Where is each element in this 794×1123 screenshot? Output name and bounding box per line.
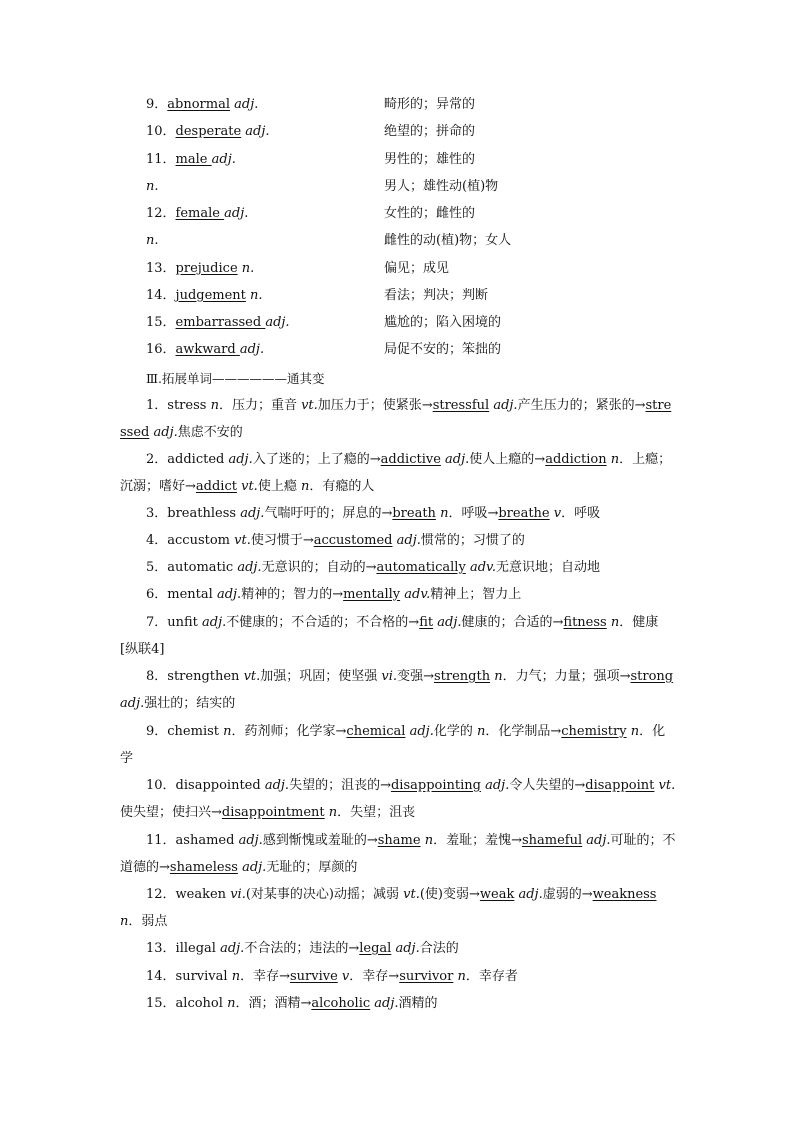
answer-word: fitness [563, 615, 607, 630]
part-of-speech: adj. [216, 587, 242, 602]
part-of-speech: v [341, 969, 350, 984]
part-of-speech: vi. [230, 887, 246, 902]
text-run: 13．illegal [146, 941, 221, 956]
vocab-number: 15． [146, 315, 176, 330]
expand-item-2 [120, 446, 676, 500]
text-run: ．化学制品→ [485, 724, 562, 739]
text-run: ．失望；沮丧 [337, 805, 416, 820]
part-of-speech: adj. [437, 615, 462, 630]
part-of-speech: n [610, 452, 620, 467]
vocab-word: embarrassed [175, 315, 262, 330]
answer-word: accustomed [313, 533, 393, 548]
part-of-speech: adj. [445, 452, 470, 467]
text-run: 惯常的；习惯了的 [420, 533, 525, 548]
part-of-speech: adj. [493, 398, 518, 413]
text-run: ．呼吸 [561, 506, 601, 521]
text-run: ．压力；重音 [218, 398, 302, 413]
answer-word: weak [479, 887, 515, 902]
part-of-speech: adj. [485, 778, 510, 793]
text-run: ．有瘾的人 [309, 479, 375, 494]
answer-word: shameful [521, 833, 583, 848]
part-of-speech: n [227, 996, 236, 1011]
part-of-speech: vt. [234, 533, 251, 548]
text-run: 使失望；使扫兴→ [120, 805, 222, 820]
answer-word: disappointing [390, 778, 481, 793]
text-run: 使人上瘾的→ [469, 452, 546, 467]
text-run: 变强→ [397, 669, 434, 684]
part-of-speech: adj. [153, 425, 178, 440]
vocab-meaning: 看法；判决；判断 [384, 288, 489, 303]
vocab-word: prejudice [175, 261, 238, 276]
text-run: 加强；巩固；使坚强 [260, 669, 382, 684]
vocab-meaning: 男性的；雄性的 [384, 152, 476, 167]
vocab-number: 16． [146, 342, 176, 357]
answer-word: mentally [343, 587, 401, 602]
text-run: 失望的；沮丧的→ [289, 778, 391, 793]
text-run: 感到惭愧或羞耻的→ [262, 833, 378, 848]
text-run: (对某事的决心)动摇；减弱 [245, 887, 404, 902]
vocab-pos: adj. [239, 342, 265, 357]
vocab-pos: n. [250, 288, 263, 303]
expand-item-5 [120, 554, 676, 581]
vocab-word: judgement [175, 288, 246, 303]
part-of-speech: n [300, 479, 310, 494]
vocab-pos: adj. [234, 97, 259, 112]
text-run: 6．mental [146, 587, 217, 602]
answer-word: chemical [346, 724, 406, 739]
part-of-speech: adv. [404, 587, 431, 602]
part-of-speech: adv. [469, 560, 496, 575]
vocab-meaning: 男人；雄性动(植)物 [384, 179, 499, 194]
part-of-speech: n [328, 805, 338, 820]
vocab-number: 11． [146, 152, 176, 167]
text-run: 入了迷的；上了瘾的→ [252, 452, 381, 467]
expand-item-8 [120, 663, 676, 717]
text-run: 11．ashamed [146, 833, 239, 848]
expand-item-9 [120, 718, 676, 772]
expand-item-6 [120, 581, 676, 608]
text-run: 不合法的；违法的→ [244, 941, 360, 956]
vocab-word: male [175, 152, 208, 167]
part-of-speech: n [424, 833, 434, 848]
answer-word: shame [377, 833, 421, 848]
vocab-number: 12． [146, 206, 176, 221]
part-of-speech: adj. [220, 941, 245, 956]
answer-word: breath [392, 506, 436, 521]
answer-word: survive [289, 969, 338, 984]
vocab-word: awkward [175, 342, 236, 357]
part-of-speech: adj. [242, 860, 267, 875]
vocab-word: desperate [175, 124, 242, 139]
part-of-speech: n [476, 724, 486, 739]
vocab-number: 10． [146, 124, 176, 139]
vocab-meaning: 女性的；雌性的 [384, 206, 476, 221]
part-of-speech: adj. [228, 452, 253, 467]
part-of-speech: adj. [395, 941, 420, 956]
answer-word: alcoholic [311, 996, 371, 1011]
answer-word: weakness [592, 887, 657, 902]
vocab-meaning: 局促不安的；笨拙的 [384, 342, 502, 357]
vocab-pos: n. [146, 179, 159, 194]
answer-word: disappointment [221, 805, 325, 820]
text-run: ．幸存→ [240, 969, 290, 984]
part-of-speech: vt. [658, 778, 676, 793]
part-of-speech: n [210, 398, 219, 413]
text-run: 酒精的 [398, 996, 438, 1011]
part-of-speech: n [223, 724, 232, 739]
text-run: ．上瘾；沉溺；嗜好→ [120, 452, 672, 494]
text-run: 强壮的；结实的 [144, 696, 236, 711]
text-run: 使上瘾 [257, 479, 301, 494]
vocab-pos: n. [241, 261, 255, 276]
answer-word: shameless [169, 860, 238, 875]
text-run: ．健康[纵联4] [120, 615, 659, 657]
text-run: ．力气；力量；强项→ [502, 669, 631, 684]
part-of-speech: vi. [381, 669, 398, 684]
text-run: 精神上；智力上 [430, 587, 522, 602]
text-run: 气喘吁吁的；屏息的→ [264, 506, 393, 521]
answer-word: strong [630, 669, 674, 684]
text-run: 7．unfit [146, 615, 203, 630]
text-run: 3．breathless [146, 506, 241, 521]
section-heading: Ⅲ.拓展单词——————通其变 [146, 371, 325, 386]
expand-item-11 [120, 827, 676, 881]
part-of-speech: adj. [396, 533, 421, 548]
part-of-speech: adj. [264, 778, 290, 793]
answer-word: survivor [399, 969, 454, 984]
text-run: ．酒；酒精→ [235, 996, 312, 1011]
text-run: 8．strengthen [146, 669, 244, 684]
vocab-pos: adj. [224, 206, 249, 221]
text-run: 令人失望的→ [509, 778, 586, 793]
part-of-speech: n [610, 615, 620, 630]
answer-word: chemistry [561, 724, 627, 739]
part-of-speech: vt. [241, 479, 258, 494]
part-of-speech: vt. [403, 887, 420, 902]
answer-word: stressful [432, 398, 490, 413]
part-of-speech: adj. [237, 560, 262, 575]
answer-word: stressed [120, 398, 672, 440]
answer-word: fit [419, 615, 434, 630]
text-run: 产生压力的；紧张的→ [517, 398, 646, 413]
text-run: 15．alcohol [146, 996, 228, 1011]
text-run: 可耻的；不道德的→ [120, 833, 676, 875]
part-of-speech: adj. [518, 887, 543, 902]
vocab-meaning: 绝望的；拼命的 [384, 124, 476, 139]
expand-item-13 [120, 935, 676, 962]
text-run: ．羞耻；羞愧→ [433, 833, 522, 848]
vocab-meaning: 雌性的动(植)物；女人 [384, 233, 512, 248]
text-run: 10．disappointed [146, 778, 265, 793]
vocab-pos: adj. [245, 124, 270, 139]
answer-word: strength [433, 669, 491, 684]
text-run: 虚弱的→ [542, 887, 593, 902]
text-run: ．化学 [120, 724, 666, 766]
text-run: 加压力于；使紧张→ [317, 398, 433, 413]
vocab-number: 13． [146, 261, 176, 276]
text-run: ．幸存者 [465, 969, 518, 984]
text-run: 化学的 [433, 724, 477, 739]
answer-word: breathe [498, 506, 550, 521]
expand-item-12 [120, 881, 676, 935]
answer-word: disappoint [585, 778, 655, 793]
part-of-speech: v [553, 506, 562, 521]
vocab-meaning: 偏见；成见 [384, 261, 450, 276]
part-of-speech: n [120, 914, 129, 929]
text-run: 合法的 [419, 941, 459, 956]
vocab-word: female [175, 206, 220, 221]
part-of-speech: n [494, 669, 503, 684]
part-of-speech: n [630, 724, 640, 739]
text-run: 9．chemist [146, 724, 224, 739]
expand-item-15 [120, 990, 676, 1017]
text-run: 无意识地；自动地 [495, 560, 600, 575]
vocab-meaning: 畸形的；异常的 [384, 97, 476, 112]
text-run: 无耻的；厚颜的 [266, 860, 358, 875]
text-run: 5．automatic [146, 560, 238, 575]
text-run: 焦虑不安的 [177, 425, 243, 440]
part-of-speech: adj. [409, 724, 434, 739]
vocab-number: 9． [146, 97, 168, 112]
expand-item-1 [120, 392, 676, 446]
answer-word: legal [359, 941, 392, 956]
text-run: 12．weaken [146, 887, 231, 902]
vocab-pos: adj. [265, 315, 290, 330]
text-run: 精神的；智力的→ [241, 587, 344, 602]
part-of-speech: adj. [202, 615, 227, 630]
expand-item-7 [120, 609, 676, 663]
vocab-pos: n. [146, 233, 159, 248]
text-run: 不健康的；不合适的；不合格的→ [226, 615, 420, 630]
text-run: ．弱点 [128, 914, 168, 929]
expand-item-4 [120, 527, 676, 554]
answer-word: addiction [545, 452, 607, 467]
part-of-speech: adj. [374, 996, 399, 1011]
expand-item-10 [120, 772, 676, 826]
text-run: 14．survival [146, 969, 232, 984]
text-run: 使习惯于→ [250, 533, 314, 548]
part-of-speech: vt. [301, 398, 318, 413]
text-run: 4．accustom [146, 533, 235, 548]
vocab-word: abnormal [167, 97, 231, 112]
expand-item-3 [120, 500, 676, 527]
part-of-speech: n [457, 969, 466, 984]
part-of-speech: vt. [243, 669, 261, 684]
part-of-speech: adj. [120, 696, 145, 711]
vocab-pos: adj. [211, 152, 236, 167]
text-run: 无意识的；自动的→ [261, 560, 377, 575]
vocab-number: 14． [146, 288, 176, 303]
part-of-speech: n [231, 969, 241, 984]
part-of-speech: adj. [240, 506, 265, 521]
answer-word: addict [195, 479, 237, 494]
answer-word: addictive [380, 452, 441, 467]
text-run: 健康的；合适的→ [461, 615, 564, 630]
part-of-speech: adj. [586, 833, 611, 848]
expand-item-14 [120, 963, 676, 990]
answer-word: automatically [376, 560, 466, 575]
text-run: (使)变弱→ [419, 887, 480, 902]
vocab-meaning: 尴尬的；陷入困境的 [384, 315, 502, 330]
text-run: 1．stress [146, 398, 211, 413]
text-run: 2．addicted [146, 452, 229, 467]
part-of-speech: n [440, 506, 449, 521]
text-run: ．药剂师；化学家→ [231, 724, 347, 739]
part-of-speech: adj. [238, 833, 263, 848]
text-run: ．呼吸→ [448, 506, 499, 521]
text-run: ．幸存→ [349, 969, 400, 984]
